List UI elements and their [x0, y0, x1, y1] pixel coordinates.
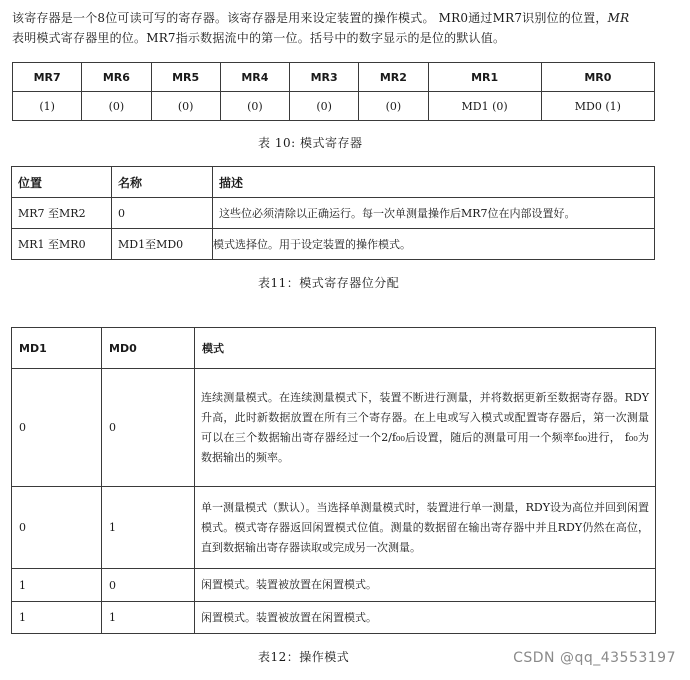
intro-line-1-italic: MR: [607, 11, 630, 25]
intro-line-2: 表明模式寄存器里的位。MR7指示数据流中的第一位。括号中的数字显示的是位的默认值。: [12, 31, 506, 45]
header-cell: MD0: [102, 328, 195, 369]
table-header-row: [12, 167, 655, 198]
table-10-caption: 表 10: 模式寄存器: [258, 136, 363, 150]
table-11-caption: 表11：模式寄存器位分配: [258, 276, 400, 290]
table-cell: 0: [12, 487, 102, 569]
table-row: [12, 487, 656, 569]
header-cell: 描述: [213, 167, 655, 198]
header-cell: MR6: [82, 63, 151, 92]
table-cell: 1: [102, 602, 195, 634]
header-cell: MR5: [151, 63, 220, 92]
table-cell: 1: [102, 487, 195, 569]
intro-line-1: 该寄存器是一个8位可读可写的寄存器。该寄存器是用来设定装置的操作模式。 MR0通过MR7识别位的位置，: [12, 11, 608, 25]
table-header-row: [13, 63, 655, 92]
header-cell: MR1: [428, 63, 541, 92]
table-cell: 闲置模式。装置被放置在闲置模式。: [195, 602, 656, 634]
table-cell: 0: [102, 569, 195, 602]
table-cell: (0): [151, 92, 220, 121]
table-cell: (0): [359, 92, 428, 121]
header-cell: 位置: [12, 167, 112, 198]
table-cell: MR7 至MR2: [12, 198, 112, 229]
intro-paragraph: [12, 8, 672, 48]
table-row: [12, 198, 655, 229]
header-cell: 模式: [195, 328, 656, 369]
header-cell: 名称: [112, 167, 213, 198]
table-cell: (0): [82, 92, 151, 121]
header-cell: MR0: [541, 63, 654, 92]
table-cell: 这些位必须清除以正确运行。每一次单测量操作后MR7位在内部设置好。: [213, 198, 655, 229]
table-cell: MD1至MD0: [112, 229, 213, 260]
table-row: [12, 602, 656, 634]
table-cell: MD1 (0): [428, 92, 541, 121]
table-row: [12, 569, 656, 602]
table-cell: 连续测量模式。在连续测量模式下，装置不断进行测量，并将数据更新至数据寄存器。RDY升高，此时新数据放置在所有三个寄存器。在上电或写入模式或配置寄存器后，第一次测量可以在三个数据输出寄存器经过一个2/f₀₀后设置，随后的测量可用一个频率f₀₀进行， f₀₀为数据输出的频率。: [195, 369, 656, 487]
table-cell: MR1 至MR0: [12, 229, 112, 260]
table-cell: 0: [112, 198, 213, 229]
table-cell: (0): [290, 92, 359, 121]
operation-mode-table: [11, 327, 656, 634]
csdn-watermark: CSDN @qq_43553197: [513, 650, 676, 666]
table-header-row: [12, 328, 656, 369]
header-cell: MR3: [290, 63, 359, 92]
table-row: [13, 92, 655, 121]
table-cell: 1: [12, 569, 102, 602]
table-cell: 模式选择位。用于设定装置的操作模式。: [213, 229, 655, 260]
table-row: [12, 369, 656, 487]
table-cell: (1): [13, 92, 82, 121]
table-cell: (0): [220, 92, 289, 121]
table-row: [12, 229, 655, 260]
table-cell: 0: [102, 369, 195, 487]
table-cell: MD0 (1): [541, 92, 654, 121]
table-cell: 0: [12, 369, 102, 487]
table-cell: 1: [12, 602, 102, 634]
mode-register-table: [12, 62, 655, 121]
header-cell: MD1: [12, 328, 102, 369]
header-cell: MR7: [13, 63, 82, 92]
table-12-caption: 表12：操作模式: [258, 650, 350, 664]
table-cell: 单一测量模式（默认）。当选择单测量模式时，装置进行单一测量，RDY设为高位并回到闲置模式。模式寄存器返回闲置模式位值。测量的数据留在输出寄存器中并且RDY仍然在高位，直到数据输出寄存器读取或完成另一次测量。: [195, 487, 656, 569]
table-cell: 闲置模式。装置被放置在闲置模式。: [195, 569, 656, 602]
header-cell: MR4: [220, 63, 289, 92]
header-cell: MR2: [359, 63, 428, 92]
register-bit-allocation-table: [11, 166, 655, 260]
